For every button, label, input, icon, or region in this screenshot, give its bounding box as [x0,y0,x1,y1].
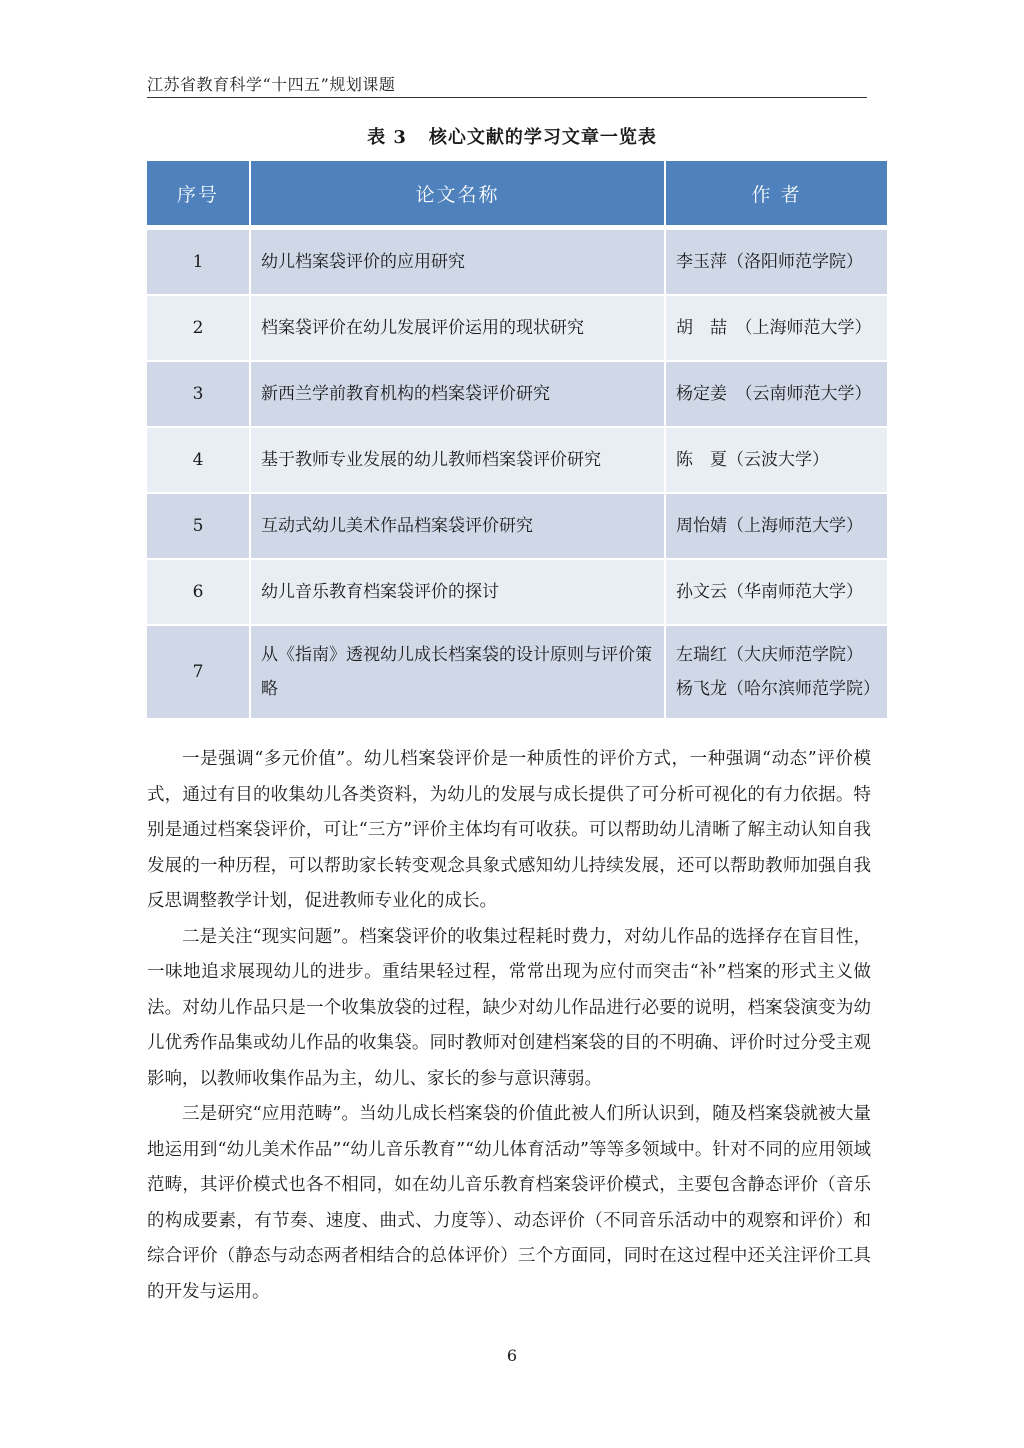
table-row [147,230,887,296]
row-author: 胡 喆 （上海师范大学） [666,296,887,362]
table-header-row [147,161,887,230]
row-title: 幼儿档案袋评价的应用研究 [251,230,666,296]
row-no: 5 [147,494,251,560]
row-author-line: 左瑞红（大庆师范学院） [676,645,863,665]
row-title: 基于教师专业发展的幼儿教师档案袋评价研究 [251,428,666,494]
header-rule [147,97,867,98]
row-title: 幼儿音乐教育档案袋评价的探讨 [251,560,666,626]
paragraph: 一是强调“多元价值”。幼儿档案袋评价是一种质性的评价方式，一种强调“动态”评价模式，通过有目的收集幼儿各类资料，为幼儿的发展与成长提供了可分析可视化的有力依据。特别是通过档案袋评价，可让“三方”评价主体均有可收获。可以帮助幼儿清晰了解主动认知自我发展的一种历程，可以帮助家长转变观念具象式感知幼儿持续发展，还可以帮助教师加强自我反思调整教学计划，促进教师专业化的成长。 [147,749,871,911]
table-row [147,626,887,720]
row-title: 档案袋评价在幼儿发展评价运用的现状研究 [251,296,666,362]
page-number: 6 [506,1346,518,1365]
paragraph: 三是研究“应用范畴”。当幼儿成长档案袋的价值此被人们所认识到，随及档案袋就被大量地运用到“幼儿美术作品”“幼儿音乐教育”“幼儿体育活动”等等多领域中。针对不同的应用领域范畴，其评价模式也各不相同，如在幼儿音乐教育档案袋评价模式，主要包含静态评价（音乐的构成要素，有节奏、速度、曲式、力度等）、动态评价（不同音乐活动中的观察和评价）和综合评价（静态与动态两者相结合的总体评价）三个方面同，同时在这过程中还关注评价工具的开发与运用。 [147,1104,871,1302]
header-no: 序号 [147,161,251,230]
row-author: 杨定姜 （云南师范大学） [666,362,887,428]
row-author [666,626,887,720]
running-header: 江苏省教育科学“十四五”规划课题 [147,75,396,94]
table-caption-text: 核心文献的学习文章一览表 [428,127,657,148]
table-caption-number: 表 3 [367,127,407,148]
body-text [147,742,871,1310]
header-title: 论文名称 [251,161,666,230]
row-no: 6 [147,560,251,626]
table-row [147,428,887,494]
table-row [147,296,887,362]
row-author: 李玉萍（洛阳师范学院） [666,230,887,296]
row-title: 新西兰学前教育机构的档案袋评价研究 [251,362,666,428]
row-author-line: 杨飞龙（哈尔滨师范学院） [676,679,880,699]
row-no: 3 [147,362,251,428]
literature-table [147,161,887,720]
header-author: 作 者 [666,161,887,230]
row-title: 从《指南》透视幼儿成长档案袋的设计原则与评价策略 [251,626,666,720]
table-row [147,362,887,428]
row-no: 7 [147,626,251,720]
row-author: 陈 夏（云波大学） [666,428,887,494]
paragraph: 二是关注“现实问题”。档案袋评价的收集过程耗时费力，对幼儿作品的选择存在盲目性，一味地追求展现幼儿的进步。重结果轻过程，常常出现为应付而突击“补”档案的形式主义做法。对幼儿作品只是一个收集放袋的过程，缺少对幼儿作品进行必要的说明，档案袋演变为幼儿优秀作品集或幼儿作品的收集袋。同时教师对创建档案袋的目的不明确、评价时过分受主观影响，以教师收集作品为主，幼儿、家长的参与意识薄弱。 [147,926,871,1089]
row-author: 周怡婧（上海师范大学） [666,494,887,560]
table-row [147,560,887,626]
row-no: 1 [147,230,251,296]
row-no: 4 [147,428,251,494]
table-caption [0,123,1024,149]
table-row [147,494,887,560]
row-no: 2 [147,296,251,362]
row-title: 互动式幼儿美术作品档案袋评价研究 [251,494,666,560]
row-author: 孙文云（华南师范大学） [666,560,887,626]
